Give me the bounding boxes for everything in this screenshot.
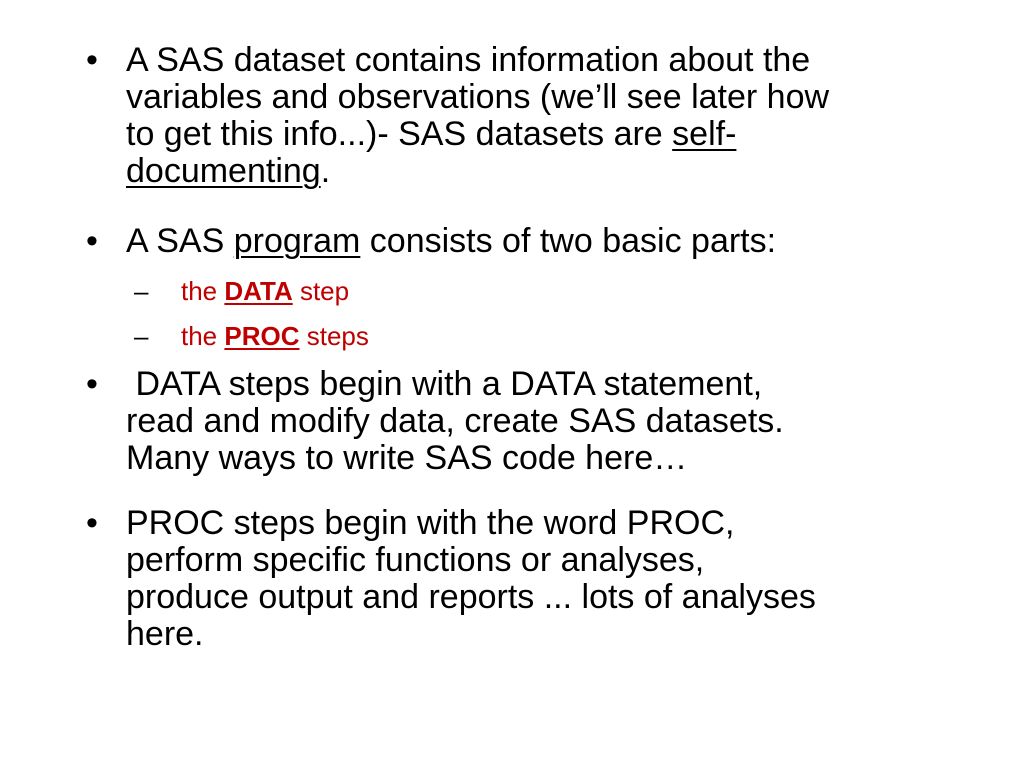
text-segment: steps [299,321,369,351]
bullet-marker: • [86,222,98,260]
bullet-text [126,42,996,190]
text-segment: consists of two basic parts: [360,222,777,260]
bullet-text [126,505,996,653]
data-keyword: DATA [224,276,293,306]
text-line: produce output and reports ... lots of analyses [126,578,816,616]
self-documenting-underlined: self- [672,115,737,153]
dash-marker: – [134,276,149,306]
text-line: PROC steps begin with the word PROC, [126,504,735,542]
text-line: perform specific functions or analyses, [126,541,705,579]
text-segment: to get this info...)- SAS datasets are [126,115,673,153]
text-line: here. [126,615,204,653]
text-line: variables and observations (we’ll see later how [126,78,830,116]
bullet-marker: • [86,41,98,79]
text-line [126,223,996,260]
text-line: Many ways to write SAS code here… [126,439,688,477]
text-segment: . [320,152,331,190]
bullet-text [126,366,996,477]
text-segment: the [181,276,225,306]
text-line: read and modify data, create SAS datasets. [126,402,784,440]
bullet-marker: • [86,504,98,542]
proc-keyword: PROC [224,321,300,351]
program-underlined: program [233,222,361,260]
text-line [126,153,996,190]
text-segment: A SAS [126,222,234,260]
documenting-underlined: documenting [126,152,321,190]
subitem-text [181,321,369,351]
text-line: A SAS dataset contains information about the [126,41,811,79]
dash-marker: – [134,321,149,351]
bullet-text [126,223,996,260]
text-line: DATA steps begin with a DATA statement, [126,365,763,403]
text-segment: step [292,276,350,306]
text-line [126,116,996,153]
subitem-text [181,276,349,306]
bullet-marker: • [86,365,98,403]
text-segment: the [181,321,225,351]
